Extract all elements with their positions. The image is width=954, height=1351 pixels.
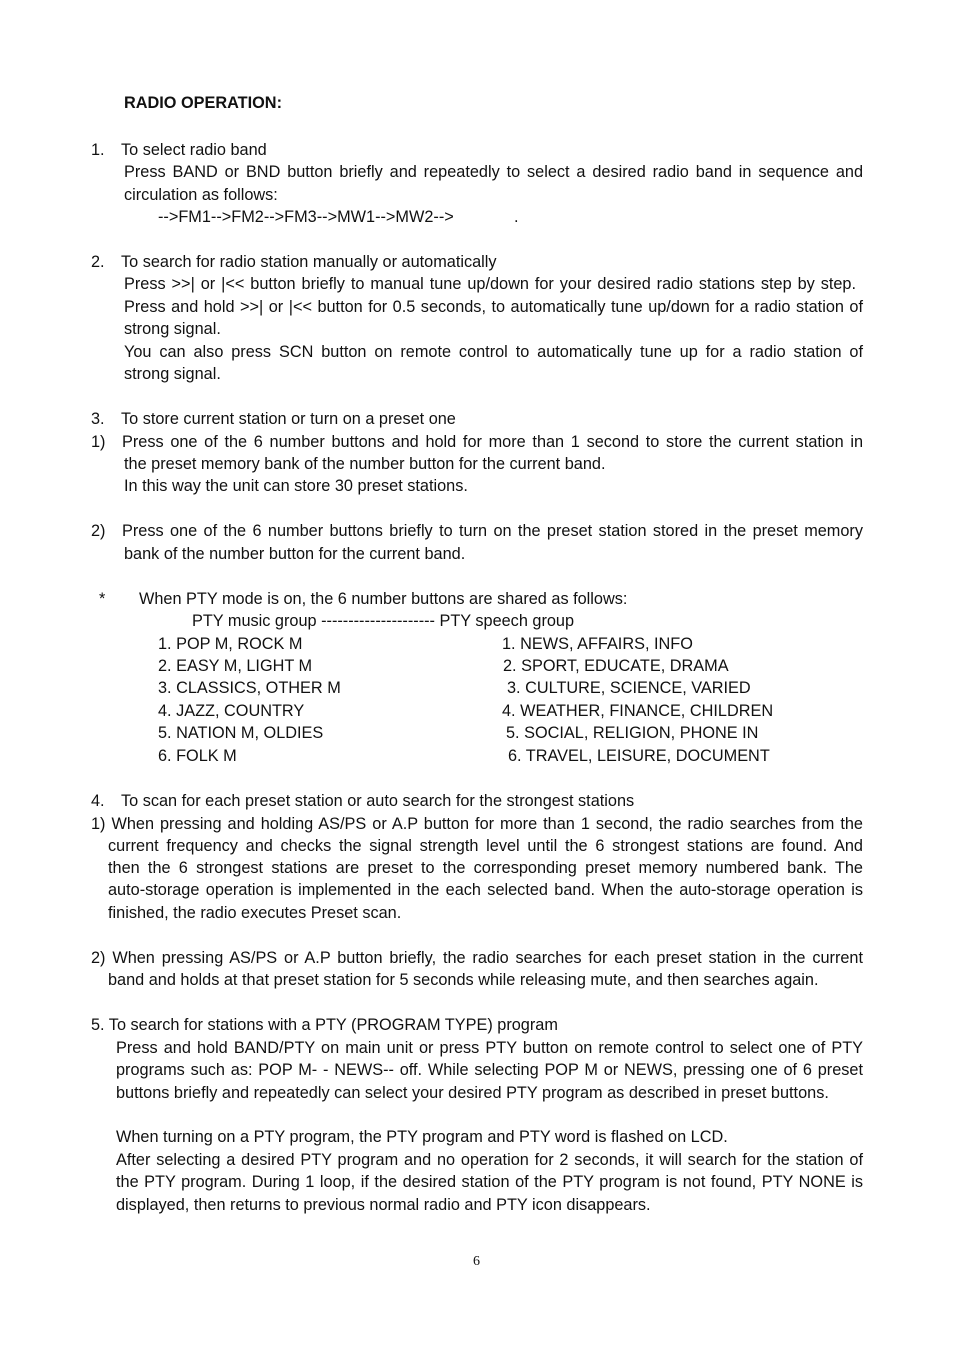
section-4-item-2-line: band and holds at that preset station for 5 seconds while releasing mute, and then searches again. <box>108 971 819 989</box>
section-2-line: strong signal. <box>124 365 221 383</box>
section-2-heading: To search for radio station manually or automatically <box>121 253 497 271</box>
section-3-number: 3. <box>91 410 105 428</box>
section-4-item-1-line: auto-storage operation is implemented in the each selected band. When the auto-storage operation is <box>108 881 863 899</box>
pty-music-item: 1. POP M, ROCK M <box>158 635 303 653</box>
section-3-item-1-line: the preset memory bank of the number button for the current band. <box>124 455 606 473</box>
section-5-line: programs such as: POP M- - NEWS-- off. While selecting POP M or NEWS, pressing one of 6 preset <box>116 1061 863 1079</box>
section-2-line: strong signal. <box>124 320 221 338</box>
section-3-item-2-line: Press one of the 6 number buttons briefly to turn on the preset station stored in the preset memory <box>122 522 863 540</box>
section-3-item-2-number: 2) <box>91 522 106 540</box>
section-1-heading: To select radio band <box>121 141 267 159</box>
section-1-line: circulation as follows: <box>124 186 278 204</box>
section-4-item-1-line: current frequency and checks the signal strength level until the 6 strongest stations are found. And <box>108 837 863 855</box>
section-2-line: Press and hold >>| or |<< button for 0.5 seconds, to automatically tune up/down for a radio station of <box>124 298 863 316</box>
section-4-number: 4. <box>91 792 105 810</box>
section-3-item-1-number: 1) <box>91 433 106 451</box>
pty-music-item: 2. EASY M, LIGHT M <box>158 657 313 675</box>
section-3-item-2-line: bank of the number button for the current band. <box>124 545 466 563</box>
section-4-heading: To scan for each preset station or auto search for the strongest stations <box>121 792 635 810</box>
section-3-item-1-line: In this way the unit can store 30 preset stations. <box>124 477 468 495</box>
pty-speech-item: 3. CULTURE, SCIENCE, VARIED <box>507 679 751 697</box>
section-3-item-1-line: Press one of the 6 number buttons and hold for more than 1 second to store the current station in <box>122 433 863 451</box>
section-4-item-2-line: 2) When pressing AS/PS or A.P button briefly, the radio searches for each preset station in the current <box>91 949 863 967</box>
pty-speech-item: 4. WEATHER, FINANCE, CHILDREN <box>502 702 774 720</box>
section-4-item-1-line: then the 6 strongest stations are preset to the corresponding preset memory numbered bank. The <box>108 859 863 877</box>
section-4-item-1-line: finished, the radio executes Preset scan. <box>108 904 402 922</box>
section-5-line: buttons briefly and repeatedly can select your desired PTY program as described in preset buttons. <box>116 1084 829 1102</box>
section-2-line: You can also press SCN button on remote control to automatically tune up for a radio station of <box>124 343 863 361</box>
pty-music-item: 5. NATION M, OLDIES <box>158 724 324 742</box>
band-sequence: -->FM1-->FM2-->FM3-->MW1-->MW2--> <box>158 208 454 226</box>
pty-speech-item: 1. NEWS, AFFAIRS, INFO <box>502 635 693 653</box>
section-5-line: When turning on a PTY program, the PTY program and PTY word is flashed on LCD. <box>116 1128 728 1146</box>
pty-speech-item: 6. TRAVEL, LEISURE, DOCUMENT <box>508 747 770 765</box>
pty-note-star: * <box>99 590 106 608</box>
section-5-line: After selecting a desired PTY program and no operation for 2 seconds, it will search for the station of <box>116 1151 863 1169</box>
band-sequence-dot: . <box>514 208 519 226</box>
section-3-heading: To store current station or turn on a preset one <box>121 410 456 428</box>
section-1-number: 1. <box>91 141 105 159</box>
section-2-number: 2. <box>91 253 105 271</box>
pty-speech-item: 2. SPORT, EDUCATE, DRAMA <box>503 657 729 675</box>
pty-music-item: 6. FOLK M <box>158 747 237 765</box>
section-5-line: Press and hold BAND/PTY on main unit or press PTY button on remote control to select one of PTY <box>116 1039 863 1057</box>
section-5-line: the PTY program. During 1 loop, if the desired station of the PTY program is not found, PTY NONE is <box>116 1173 863 1191</box>
pty-note-intro: When PTY mode is on, the 6 number buttons are shared as follows: <box>139 590 628 608</box>
page-title: RADIO OPERATION: <box>124 94 282 112</box>
pty-group-headings: PTY music group --------------------- PTY speech group <box>192 612 575 630</box>
pty-music-item: 4. JAZZ, COUNTRY <box>158 702 305 720</box>
pty-speech-item: 5. SOCIAL, RELIGION, PHONE IN <box>506 724 759 742</box>
section-1-line: Press BAND or BND button briefly and repeatedly to select a desired radio band in sequence and <box>124 163 863 181</box>
section-4-item-1-line: 1) When pressing and holding AS/PS or A.P button for more than 1 second, the radio searches from the <box>91 815 863 833</box>
section-5-line: displayed, then returns to previous normal radio and PTY icon disappears. <box>116 1196 651 1214</box>
page-number: 6 <box>473 1254 480 1269</box>
section-2-line: Press >>| or |<< button briefly to manual tune up/down for your desired radio stations step by step. <box>124 275 856 293</box>
pty-music-item: 3. CLASSICS, OTHER M <box>158 679 341 697</box>
section-5-heading: 5. To search for stations with a PTY (PROGRAM TYPE) program <box>91 1016 558 1034</box>
